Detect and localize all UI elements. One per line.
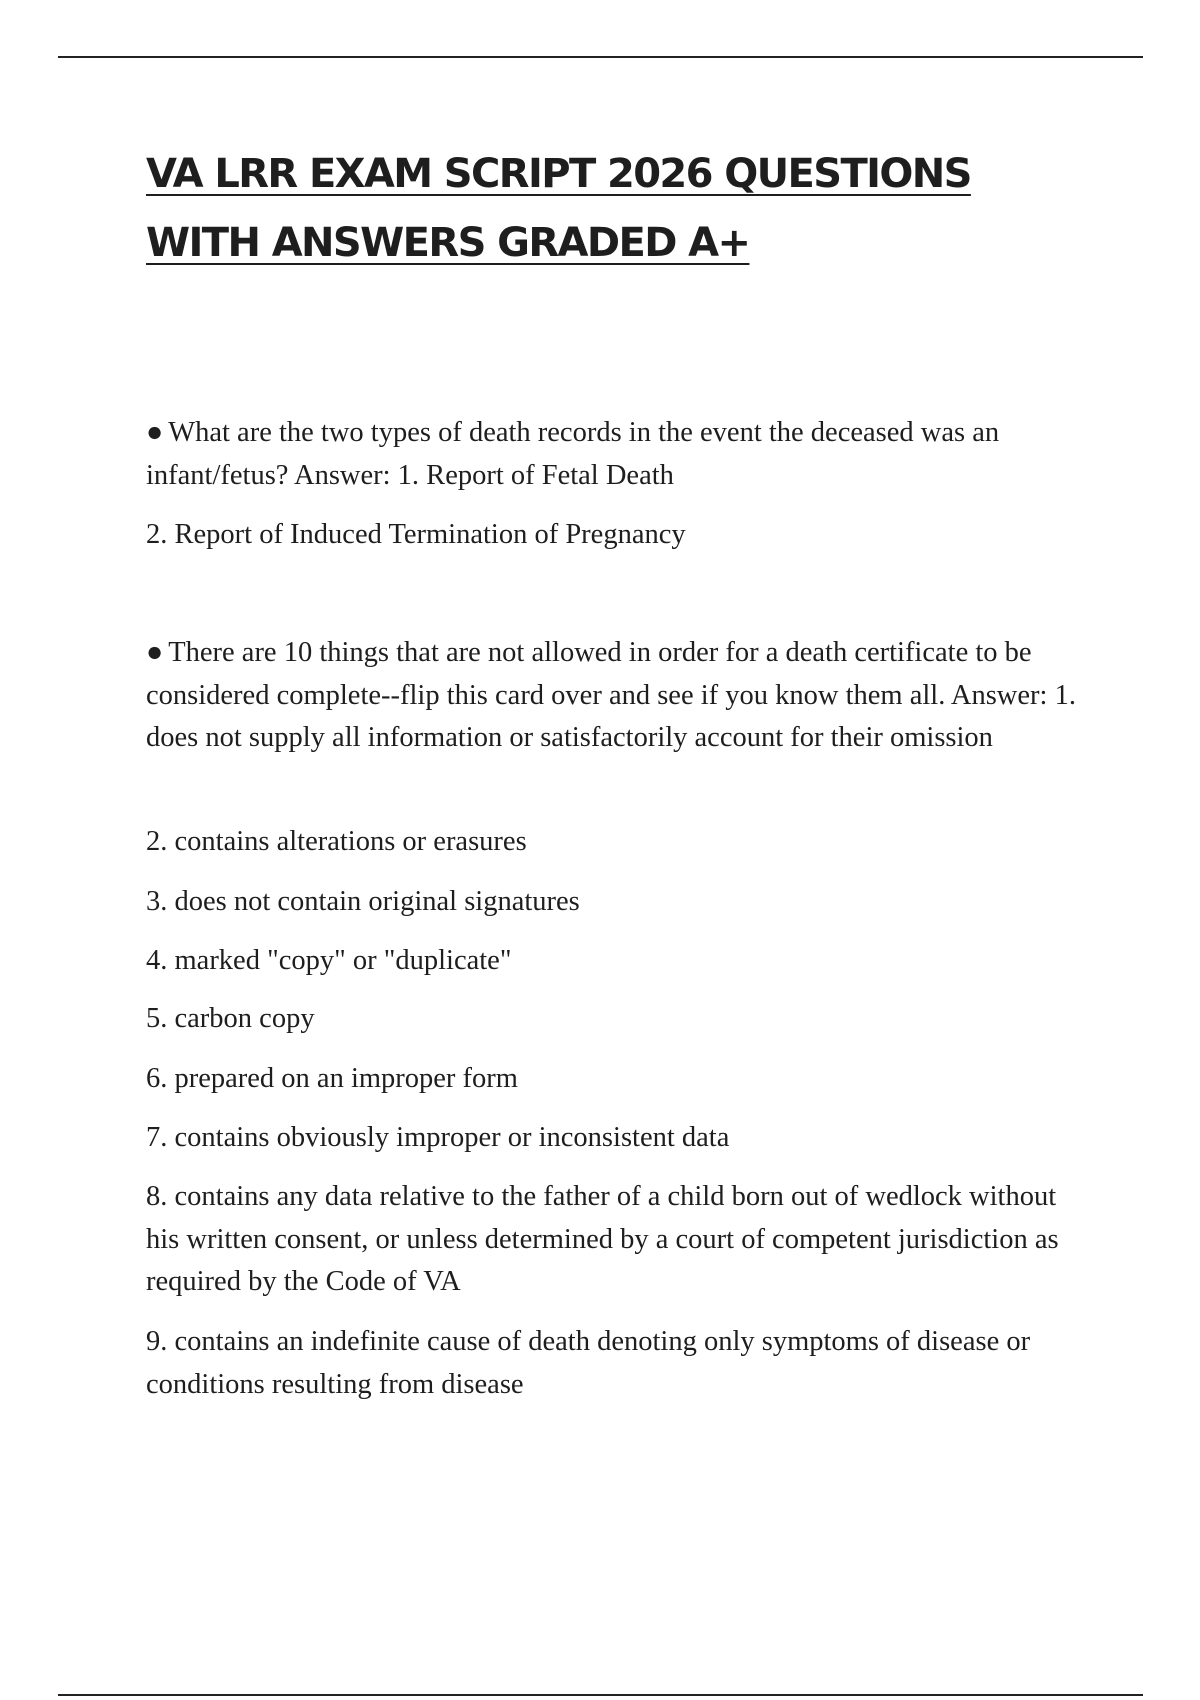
question-2-text: There are 10 things that are not allowed in order for a death certificate to be considered complete--flip this card over and see if you know them all. Answer: 1. does not supply all information or satisfactorily account for their omission	[146, 637, 1076, 753]
bullet-icon: ●	[146, 417, 164, 448]
answer-item: 9. contains an indefinite cause of death denoting only symptoms of disease or conditions resulting from disease	[146, 1326, 1031, 1400]
top-rule	[58, 56, 1143, 58]
bottom-rule	[58, 1694, 1143, 1696]
document-title-text: VA LRR EXAM SCRIPT 2026 QUESTIONS WITH ANSWERS GRADED A+	[146, 151, 971, 266]
document-title	[146, 140, 1086, 278]
answer-item: 2. Report of Induced Termination of Pregnancy	[146, 519, 686, 550]
answer-item: 3. does not contain original signatures	[146, 886, 580, 917]
answer-item: 4. marked "copy" or "duplicate"	[146, 945, 512, 976]
answer-item: 7. contains obviously improper or inconsistent data	[146, 1122, 730, 1153]
answer-item: 8. contains any data relative to the father of a child born out of wedlock without his written consent, or unless determined by a court of competent jurisdiction as required by the Code of VA	[146, 1181, 1059, 1297]
question-2	[146, 632, 1086, 760]
answer-item: 6. prepared on an improper form	[146, 1063, 518, 1094]
answer-item: 5. carbon copy	[146, 1003, 315, 1034]
answer-item: 2. contains alterations or erasures	[146, 826, 527, 857]
bullet-icon: ●	[146, 637, 164, 668]
question-1-text: What are the two types of death records in the event the deceased was an infant/fetus? Answer: 1. Report of Fetal Death	[146, 417, 1000, 491]
question-1	[146, 412, 1086, 497]
